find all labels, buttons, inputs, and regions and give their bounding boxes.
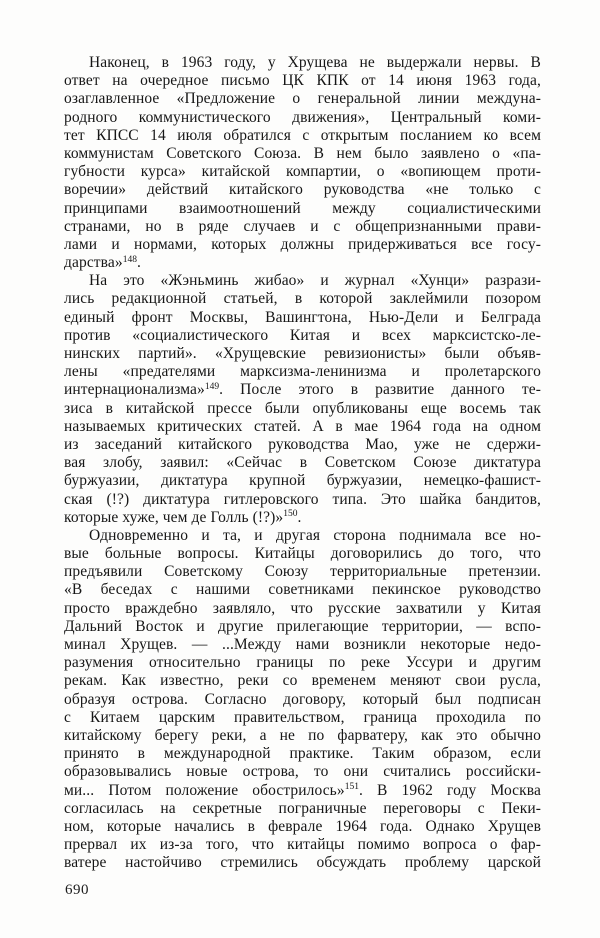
text-line: ном, которые начались в феврале 1964 года. Однако Хрущев xyxy=(64,817,541,835)
text-line: с Китаем царским правительством, граница проходила по xyxy=(64,708,541,726)
text-line: минал Хрущев. — ...Между нами возникли некоторые недо- xyxy=(64,636,541,653)
text-line: Наконец, в 1963 году, у Хрущева не выдержали нервы. В xyxy=(89,54,541,71)
text-line: На это «Жэньминь жибао» и журнал «Хунци» разрази- xyxy=(89,272,541,290)
paragraph xyxy=(64,527,541,873)
text-line: рекам. Как известно, реки со временем меняют свои русла, xyxy=(64,672,541,690)
text-line: интернационализма»$^{149}$. После этого в развитие данного те- xyxy=(64,381,541,399)
text-line: ответ на очередное письмо ЦК КПК от 14 июня 1963 года, xyxy=(64,72,541,90)
text-line: зиса в китайской прессе были опубликованы еще восемь так xyxy=(64,399,541,417)
text-line: вая злобу, заявил: «Сейчас в Советском Союзе диктатура xyxy=(64,454,541,472)
text-line: родного коммунистического движения», Центральный коми- xyxy=(64,108,541,126)
text-line: называемых критических статей. А в мае 1964 года на одном xyxy=(64,417,541,435)
text-line: из заседаний китайского руководства Мао, уже не сдержи- xyxy=(64,435,541,453)
text-line: против «социалистического Китая и всех марксистско-ле- xyxy=(64,326,541,344)
text-line: разумения относительно границы по реке Уссури и другим xyxy=(64,654,541,672)
text-line: буржуазии, диктатура крупной буржуазии, немецко-фашист- xyxy=(64,472,541,490)
footnote-ref: 148 xyxy=(122,254,137,265)
text-line: воречии» действий китайского руководства «не только с xyxy=(64,181,541,199)
footnote-ref: 151 xyxy=(344,782,359,792)
text-line: лены «предателями марксизма-ленинизма и пролетарского xyxy=(64,363,541,381)
text-line: согласилась на секретные пограничные переговоры с Пеки- xyxy=(64,799,541,817)
text-line: просто враждебно заявляло, что русские захватили у Китая xyxy=(64,599,541,617)
text-line: прервал их из-за того, что китайцы помимо вопроса о фар- xyxy=(64,836,541,854)
text-line: нинских партий». «Хрущевские ревизионисты» были объяв- xyxy=(64,345,541,362)
footnote-ref: 149 xyxy=(204,381,220,392)
footnote-ref: 150 xyxy=(283,509,298,520)
text-line: принято в международной практике. Таким образом, если xyxy=(64,745,541,763)
text-line: китайскому берегу реки, а не по фарватеру, как это обычно xyxy=(64,726,541,744)
text-line: образовывались новые острова, то они считались российски- xyxy=(64,763,541,781)
text-line: единый фронт Москвы, Вашингтона, Нью-Дели и Белграда xyxy=(64,308,541,326)
text-line: озаглавленное «Предложение о генеральной линии междуна- xyxy=(64,90,541,108)
text-line: коммунистам Советского Союза. В нем было заявлено о «па- xyxy=(64,144,541,162)
text-line: предъявили Советскому Союзу территориальные претензии. xyxy=(64,563,541,581)
text-line: ми... Потом положение обострилось»$^{151}$. В 1962 году Москва xyxy=(64,781,541,799)
text-line: которые хуже, чем де Голль (!?)»$^{150}$. xyxy=(64,508,302,526)
text-line: образуя острова. Согласно договору, который был подписан xyxy=(64,690,541,708)
paragraph xyxy=(64,272,541,527)
text-line: вые больные вопросы. Китайцы договорились до того, что xyxy=(64,545,541,563)
text-line: принципами взаимоотношений между социалистическими xyxy=(64,199,541,217)
page-number: 690 xyxy=(65,882,89,898)
text-line: дарства»$^{148}$. xyxy=(64,254,141,272)
text-line: «В беседах с нашими советниками пекинское руководство xyxy=(64,581,541,599)
text-line: лами и нормами, которых должны придерживаться все госу- xyxy=(64,235,541,253)
text-line: лись редакционной статьей, в которой заклеймили позором xyxy=(64,290,541,308)
text-line: ватере настойчиво стремились обсуждать проблему царской xyxy=(64,854,541,872)
text-line: тет КПСС 14 июля обратился с открытым посланием ко всем xyxy=(64,126,541,144)
text-line: странами, но в ряде случаев и с общепризнанными прави- xyxy=(64,217,541,235)
text-line: ская (!?) диктатура гитлеровского типа. Это шайка бандитов, xyxy=(64,490,541,508)
page-text xyxy=(64,54,541,872)
paragraph xyxy=(64,54,541,272)
text-line: Дальний Восток и другие прилегающие территории, — вспо- xyxy=(64,617,541,635)
text-line: губности курса» китайской компартии, о «вопиющем проти- xyxy=(64,163,541,181)
text-line: Одновременно и та, и другая сторона поднимала все но- xyxy=(89,526,541,544)
